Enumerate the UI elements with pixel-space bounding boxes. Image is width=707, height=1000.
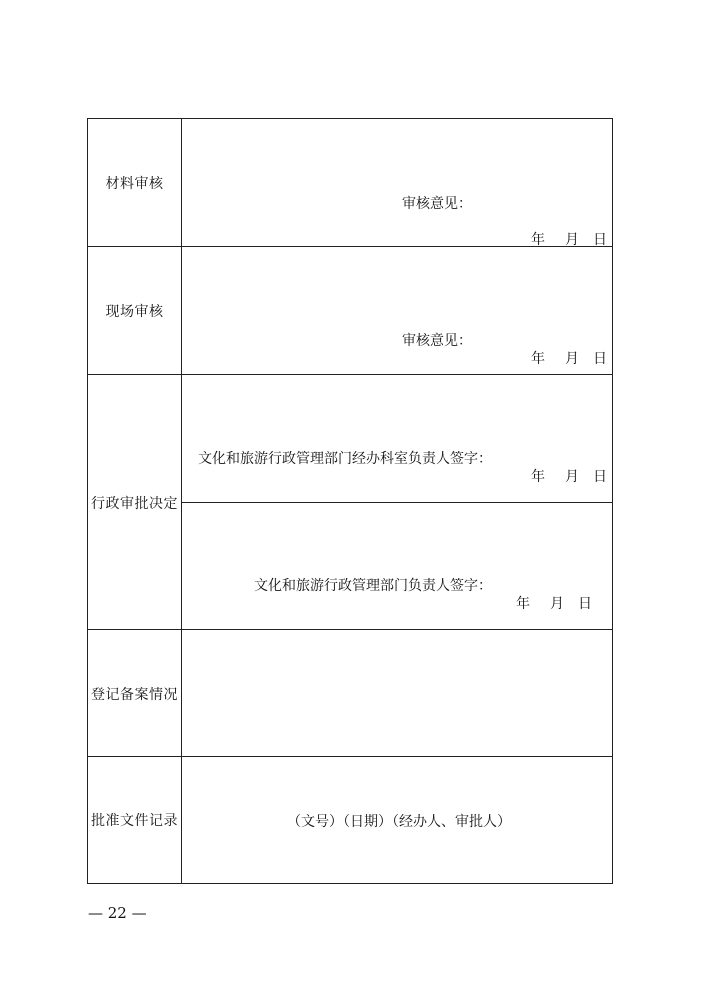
admin-decision-row bbox=[88, 375, 612, 630]
date-month: 月 bbox=[565, 469, 579, 485]
admin-decision-label: 行政审批决定 bbox=[91, 495, 178, 512]
date-year: 年 bbox=[531, 232, 545, 248]
date-month: 月 bbox=[550, 596, 564, 612]
site-review-date bbox=[531, 348, 607, 368]
office-head-sign-label: 文化和旅游行政管理部门经办科室负责人签字： bbox=[198, 451, 492, 467]
column-divider bbox=[181, 119, 182, 246]
date-year: 年 bbox=[531, 351, 545, 367]
registration-row bbox=[88, 630, 612, 757]
date-year: 年 bbox=[516, 596, 530, 612]
date-day: 日 bbox=[593, 469, 607, 485]
material-review-opinion-label: 审核意见： bbox=[402, 196, 472, 212]
column-divider bbox=[181, 757, 182, 883]
date-month: 月 bbox=[565, 232, 579, 248]
column-divider bbox=[181, 630, 182, 756]
approval-record-row bbox=[88, 757, 612, 883]
date-year: 年 bbox=[531, 469, 545, 485]
site-review-label: 现场审核 bbox=[105, 304, 164, 320]
date-day: 日 bbox=[593, 232, 607, 248]
site-review-opinion-label: 审核意见： bbox=[402, 333, 472, 349]
approval-record-content: （文号）（日期）（经办人、审批人） bbox=[287, 814, 511, 830]
material-review-label: 材料审核 bbox=[105, 176, 164, 192]
site-review-row bbox=[88, 247, 612, 375]
dept-head-sign-date bbox=[516, 593, 592, 613]
admin-decision-subrow-divider bbox=[181, 502, 612, 503]
date-day: 日 bbox=[593, 351, 607, 367]
approval-record-label: 批准文件记录 bbox=[91, 813, 178, 829]
material-review-date bbox=[531, 229, 607, 249]
page-number: — 22 — bbox=[88, 904, 147, 922]
date-month: 月 bbox=[565, 351, 579, 367]
approval-form-table bbox=[87, 118, 613, 884]
date-day: 日 bbox=[578, 596, 592, 612]
column-divider bbox=[181, 247, 182, 374]
registration-label: 登记备案情况 bbox=[91, 686, 178, 703]
dept-head-sign-label: 文化和旅游行政管理部门负责人签字： bbox=[254, 578, 492, 594]
material-review-row bbox=[88, 119, 612, 247]
office-head-sign-date bbox=[531, 466, 607, 486]
